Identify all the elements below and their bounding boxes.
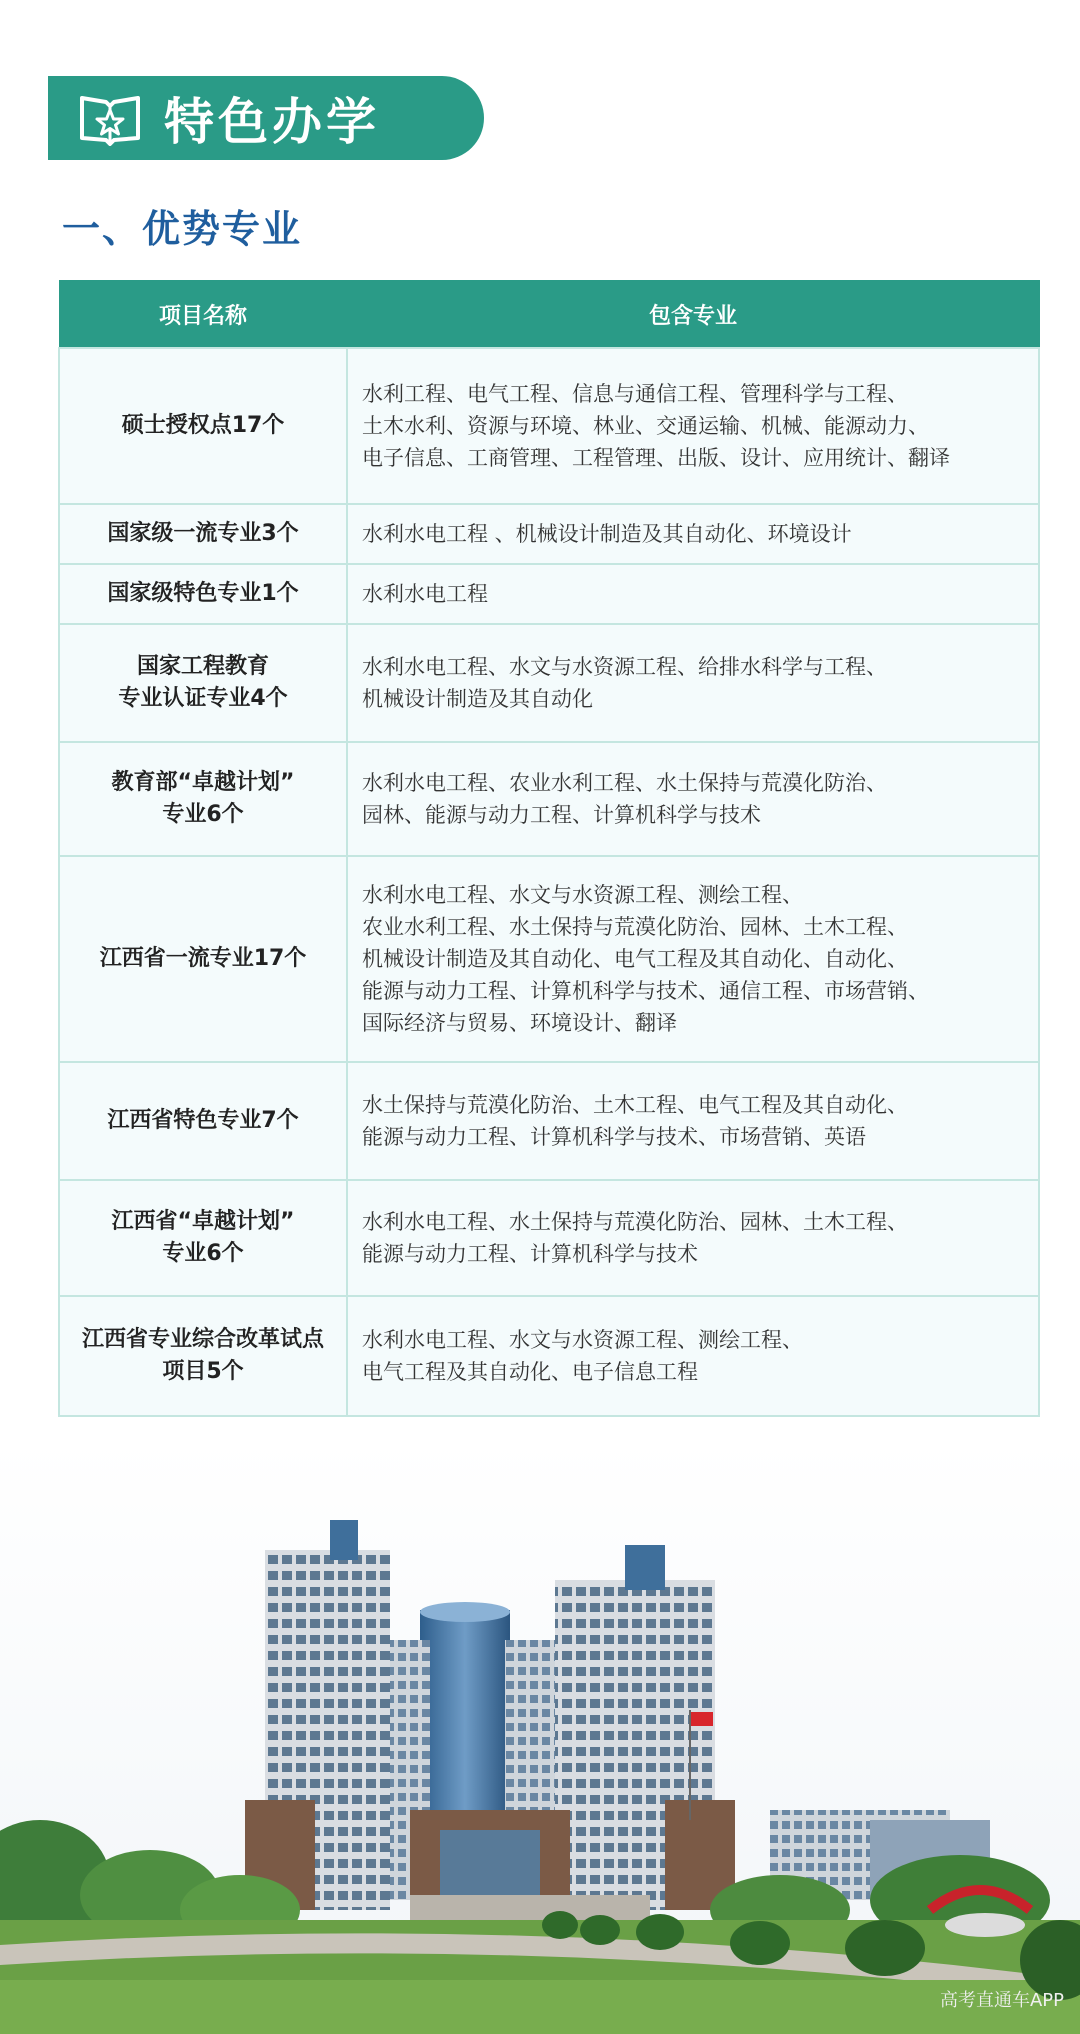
section-banner	[48, 76, 484, 160]
project-name-cell: 江西省“卓越计划” 专业6个	[59, 1180, 347, 1296]
included-majors-cell: 水利水电工程、水土保持与荒漠化防治、园林、土木工程、 能源与动力工程、计算机科学与技术	[347, 1180, 1039, 1296]
section-title: 一、优势专业	[62, 207, 303, 251]
project-name-cell: 国家工程教育 专业认证专业4个	[59, 624, 347, 742]
table-header-row	[59, 281, 1039, 349]
table-row	[59, 348, 1039, 504]
campus-photo	[0, 1440, 1080, 2034]
project-name-cell: 教育部“卓越计划” 专业6个	[59, 742, 347, 856]
project-name-cell: 江西省一流专业17个	[59, 856, 347, 1062]
table-row	[59, 1296, 1039, 1416]
watermark: 高考直通车APP	[939, 1990, 1064, 2011]
included-majors-cell: 水利水电工程、水文与水资源工程、测绘工程、 农业水利工程、水土保持与荒漠化防治、园林、土木工程、 机械设计制造及其自动化、电气工程及其自动化、自动化、 能源与动力工程、计算机科学与技术、通信工程、市场营销、 国际经济与贸易、环境设计、翻译	[347, 856, 1039, 1062]
book-star-icon	[78, 90, 142, 146]
table-row	[59, 1180, 1039, 1296]
banner-title: 特色办学	[164, 93, 380, 151]
majors-table	[58, 280, 1040, 1417]
table-row	[59, 504, 1039, 564]
project-name-cell: 江西省特色专业7个	[59, 1062, 347, 1180]
header-project-name: 项目名称	[59, 281, 347, 349]
included-majors-cell: 水土保持与荒漠化防治、土木工程、电气工程及其自动化、 能源与动力工程、计算机科学与技术、市场营销、英语	[347, 1062, 1039, 1180]
included-majors-cell: 水利水电工程 、机械设计制造及其自动化、环境设计	[347, 504, 1039, 564]
header-included-majors: 包含专业	[347, 281, 1039, 349]
project-name-cell: 江西省专业综合改革试点 项目5个	[59, 1296, 347, 1416]
table-row	[59, 856, 1039, 1062]
table-row	[59, 624, 1039, 742]
table-row	[59, 742, 1039, 856]
included-majors-cell: 水利水电工程、水文与水资源工程、给排水科学与工程、 机械设计制造及其自动化	[347, 624, 1039, 742]
project-name-cell: 国家级特色专业1个	[59, 564, 347, 624]
project-name-cell: 国家级一流专业3个	[59, 504, 347, 564]
included-majors-cell: 水利水电工程	[347, 564, 1039, 624]
included-majors-cell: 水利水电工程、农业水利工程、水土保持与荒漠化防治、 园林、能源与动力工程、计算机科学与技术	[347, 742, 1039, 856]
table-row	[59, 1062, 1039, 1180]
table-row	[59, 564, 1039, 624]
project-name-cell: 硕士授权点17个	[59, 348, 347, 504]
included-majors-cell: 水利水电工程、水文与水资源工程、测绘工程、 电气工程及其自动化、电子信息工程	[347, 1296, 1039, 1416]
included-majors-cell: 水利工程、电气工程、信息与通信工程、管理科学与工程、 土木水利、资源与环境、林业、交通运输、机械、能源动力、 电子信息、工商管理、工程管理、出版、设计、应用统计、翻译	[347, 348, 1039, 504]
